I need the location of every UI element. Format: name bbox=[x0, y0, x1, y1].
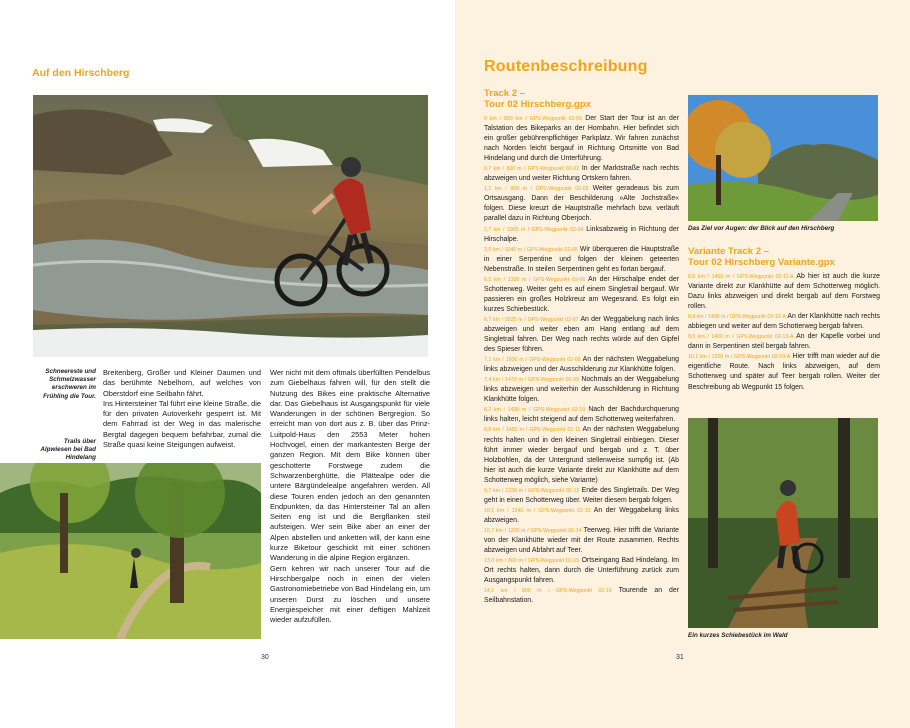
waypoint-label: 2,7 km / 1000 m / GPS-Wegpunkt 02-04 bbox=[484, 226, 584, 233]
page-number-left: 30 bbox=[261, 654, 269, 661]
route-step bbox=[484, 486, 679, 506]
waypoint-label: 14,1 km / 800 m / GPS-Wegpunkt 02-16 bbox=[484, 588, 612, 595]
waypoint-label: 3,0 km / 1040 m / GPS-Wegpunkt 02-05 bbox=[484, 246, 578, 253]
route-step bbox=[484, 114, 679, 164]
step-text: In der Marktstraße nach rechts abzweigen und weiter Richtung Ortskern fahren. bbox=[484, 165, 679, 183]
route-step bbox=[484, 586, 679, 606]
route-column bbox=[484, 88, 679, 606]
route-step bbox=[484, 315, 679, 355]
waypoint-label: 10,7 km / 1200 m / GPS-Wegpunkt 02-14 bbox=[484, 527, 582, 534]
route-step bbox=[688, 272, 880, 312]
route-step bbox=[484, 556, 679, 586]
waypoint-label: 8,5 km / 1450 m / GPS-Wegpunkt 02-11-A bbox=[688, 274, 794, 280]
waypoint-label: 1,2 km / 850 m / GPS-Wegpunkt 02-03 bbox=[484, 186, 589, 193]
route-step bbox=[688, 312, 880, 332]
photo-biker-stream bbox=[33, 95, 428, 357]
step-text: Hier trifft man wieder auf die eigentliche Route. Nach links abzweigen, auf dem Schotterweg und später auf Teer bergab rollen. Weiter der Beschreibung ab Wegpunkt 15 folgen. bbox=[688, 353, 880, 391]
caption-view: Das Ziel vor Augen: der Blick auf den Hirschberg bbox=[688, 225, 835, 232]
waypoint-label: 7,4 km / 1473 m / GPS-Wegpunkt 02-09 bbox=[484, 377, 580, 384]
section-title-left: Auf den Hirschberg bbox=[32, 67, 130, 79]
photo-alpine-meadow bbox=[0, 463, 261, 639]
step-text: An der Hirschalpe endet der Schotterweg. Weiter geht es auf einem Singletrail bergauf. Wir passieren ein großes Holzkreuz am Wegesrand. Es folgt ein kurzes Schiebestück. bbox=[484, 275, 680, 313]
track-title: Track 2 – Tour 02 Hirschberg.gpx bbox=[484, 88, 591, 110]
route-steps bbox=[484, 114, 679, 606]
waypoint-label: 9,0 km / 1400 m / GPS-Wegpunkt 02-13-A bbox=[688, 334, 794, 341]
waypoint-label: 8,8 km / 1450 m / GPS-Wegpunkt 02-11 bbox=[484, 427, 581, 434]
variant-steps bbox=[688, 272, 880, 393]
step-text: Teerweg. Hier trifft die Variante von der Klankhütte wieder mit der Route zusammen. Rechts abzweigen und Abfahrt auf Teer. bbox=[484, 526, 679, 555]
route-step bbox=[484, 425, 679, 485]
photo-hirschberg-view bbox=[688, 95, 878, 221]
variant-title: Variante Track 2 – Tour 02 Hirschberg Variante.gpx bbox=[688, 246, 835, 268]
step-text: Ab hier ist auch die kurze Variante direkt zur Klankhütte auf dem Schotterweg möglich. Dazu links abzweigen und direkt bergab auf dem Forstweg rollen. bbox=[688, 273, 880, 311]
paragraph: Ins Hintersteiner Tal führt eine kleine Straße, die für den privaten Autoverkehr gesperrt ist. Mit dem Fahrrad ist der Weg in das malerische Bergtal dagegen bequem befahrbar, zumal die Straße quasi keine Steigungen aufweist. bbox=[103, 398, 261, 450]
waypoint-label: 7,1 km / 1500 m / GPS-Wegpunkt 02-08 bbox=[484, 357, 581, 364]
step-text: Tourende an der Seilbahnstation. bbox=[484, 587, 679, 605]
route-step bbox=[484, 375, 679, 405]
route-step bbox=[484, 275, 679, 315]
waypoint-label: 0 km / 880 km / GPS-Wegpunkt 02-01 bbox=[484, 116, 582, 122]
step-text: An der Kapelle vorbei und dann in Serpentinen steil bergab fahren. bbox=[688, 333, 881, 351]
paragraph: Gern kehren wir nach unserer Tour auf die Hirschbergalpe noch in einen der vielen Gastronomiebetriebe von Bad Hindelang ein, um unseren Durst zu löschen und unsere Energiespeicher mit einer deftigen Mahlzeit wieder aufzufüllen. bbox=[270, 563, 430, 625]
step-text: Weiter geradeaus bis zum Ortsausgang. Dann der Beschilderung »Alte Jochstraße« folgen. Diese kreuzt die Hauptstraße mehrfach bzw. verläuft parallel dazu in Richtung Oberjoch. bbox=[484, 185, 679, 223]
variant-column bbox=[688, 246, 880, 393]
step-text: Ende des Singletrails. Der Weg geht in einen Schotterweg über. Weiter diesem bergab folgen. bbox=[484, 486, 680, 504]
waypoint-label: 10,1 km / 1200 m / GPS-Wegpunkt 02-14-A bbox=[688, 354, 791, 361]
waypoint-label: 13,0 km / 860 m / GPS-Wegpunkt 02-15 bbox=[484, 558, 580, 565]
step-text: Nochmals an der Weggabelung links abzweigen und weiterhin der Ausschilderung in Richtung Klankhütte folgen. bbox=[484, 376, 679, 404]
step-text: An der Klankhütte nach rechts abbiegen und weiter auf dem Schotterweg bergab fahren. bbox=[688, 313, 881, 331]
route-step bbox=[484, 184, 679, 224]
route-step bbox=[688, 332, 880, 352]
route-step bbox=[484, 245, 679, 275]
waypoint-label: 8,2 km / 1430 m / GPS-Wegpunkt 02-10 bbox=[484, 407, 586, 414]
left-column-1 bbox=[103, 368, 261, 450]
section-title-right: Routenbeschreibung bbox=[484, 58, 648, 75]
route-step bbox=[484, 405, 679, 425]
step-text: Der Start der Tour ist an der Talstation des Bikeparks an der Hornbahn. Hier befindet sich ein großer gebührenpflichtiger Parkplatz. Wir fahren zunächst nach Norden leicht bergauf in Richtung Ortsmitte von Bad Hindelang und durch die Unterführung. bbox=[484, 115, 679, 163]
right-page bbox=[455, 0, 910, 728]
route-step bbox=[484, 506, 679, 526]
step-text: An der nächsten Weggabelung links abzweigen und der Ausschilderung zur Klankhütte folgen. bbox=[484, 356, 680, 374]
step-text: Nach der Bachdurchquerung links halten, leicht steigend auf dem Schotterweg weiterfahren. bbox=[484, 406, 679, 424]
route-step bbox=[688, 352, 880, 392]
left-column-2 bbox=[270, 368, 430, 625]
caption-snow: Schneereste und Schmelzwasser erschweren im Frühling die Tour. bbox=[43, 368, 96, 400]
waypoint-label: 6,7 km / 1525 m / GPS-Wegpunkt 02-07 bbox=[484, 316, 579, 323]
route-step bbox=[484, 526, 679, 556]
caption-trails: Trails über Alpwiesen bei Bad Hindelang bbox=[40, 438, 96, 462]
waypoint-label: 6,5 km / 1330 m / GPS-Wegpunkt 02-06 bbox=[484, 276, 586, 283]
route-step bbox=[484, 225, 679, 245]
route-step bbox=[484, 164, 679, 184]
waypoint-label: 9,7 km / 1330 m / GPS-Wegpunkt 02-12 bbox=[484, 487, 580, 494]
photo-forest-push bbox=[688, 418, 878, 628]
step-text: Wir überqueren die Hauptstraße in einer Serpentine und folgen der kleinen geteerten Nebenstraße. In steilen Serpentinen geht es fortan bergauf. bbox=[484, 245, 679, 273]
step-text: An der nächsten Weggabelung rechts halten und in den kleinen Singletrail einbiegen. Dieser führt immer wieder bergauf und bergab und z. T. über Holzbohlen, da der Untergrund stellenweise sumpfig ist. (Ab hier ist auch die kurze Variante direkt zur Klankhütte auf dem Schotterweg möglich, siehe Variante) bbox=[484, 426, 679, 484]
step-text: Ortseingang Bad Hindelang. Im Ort rechts halten, dann durch die Unterführung zurück zum Ausgangspunkt fahren. bbox=[484, 557, 680, 585]
paragraph: Wer nicht mit dem oftmals überfüllten Pendelbus zum Giebelhaus fahren will, für den stellt die Nutzung des Bikes eine praktische Alternative dar. Das Giebelhaus ist Ausgangspunkt für viele Wanderungen in der schönen Bergregion. So erreicht man von dort aus z. B. über das Prinz-Luitpold-Haus den 2553 Meter hohen Hochvogel, einen der markantesten Berge der ganzen Region. Mit dem Bike können über geschotterte Forstwege zudem die Schwarzenberghütte, die Plättealpe oder die untere Bärgündelealpe angefahren werden. All diese Touren enden jedoch an den genannten Endpunkten, da das Hintersteiner Tal an allen Seiten eng ist und die Bergflanken steil aufsteigen. Wer sein Bike aber an einer der Alpen abstellen und anketten will, der kann eine kurze Biketour geschickt mit einer schönen Wanderung in die alpine Region ergänzen. bbox=[270, 368, 430, 563]
step-text: Linksabzweig in Richtung der Hirschalpe. bbox=[484, 225, 680, 243]
paragraph: Breitenberg, Großer und Kleiner Daumen und das berühmte Nebelhorn, auf welches von Oberstdorf eine Seilbahn fährt. bbox=[103, 368, 261, 398]
step-text: An der Weggabelung nach links abzweigen und weiter eben am Hang entlang auf dem Singletrail fahren. Der Weg nach rechts würde auf den Gipfel des Spieser führen. bbox=[484, 315, 679, 354]
route-step bbox=[484, 355, 679, 375]
waypoint-label: 0,7 km / 820 m / GPS-Wegpunkt 02-02 bbox=[484, 166, 580, 173]
page-number-right: 31 bbox=[676, 654, 684, 661]
waypoint-label: 10,1 km / 1240 m / GPS-Wegpunkt 02-13 bbox=[484, 507, 591, 514]
caption-forest: Ein kurzes Schiebestück im Wald bbox=[688, 632, 788, 639]
step-text: An der Weggabelung links abzweigen. bbox=[484, 506, 679, 524]
waypoint-label: 8,8 km / 1406 m / GPS-Wegpunkt 02-12-A bbox=[688, 314, 786, 321]
